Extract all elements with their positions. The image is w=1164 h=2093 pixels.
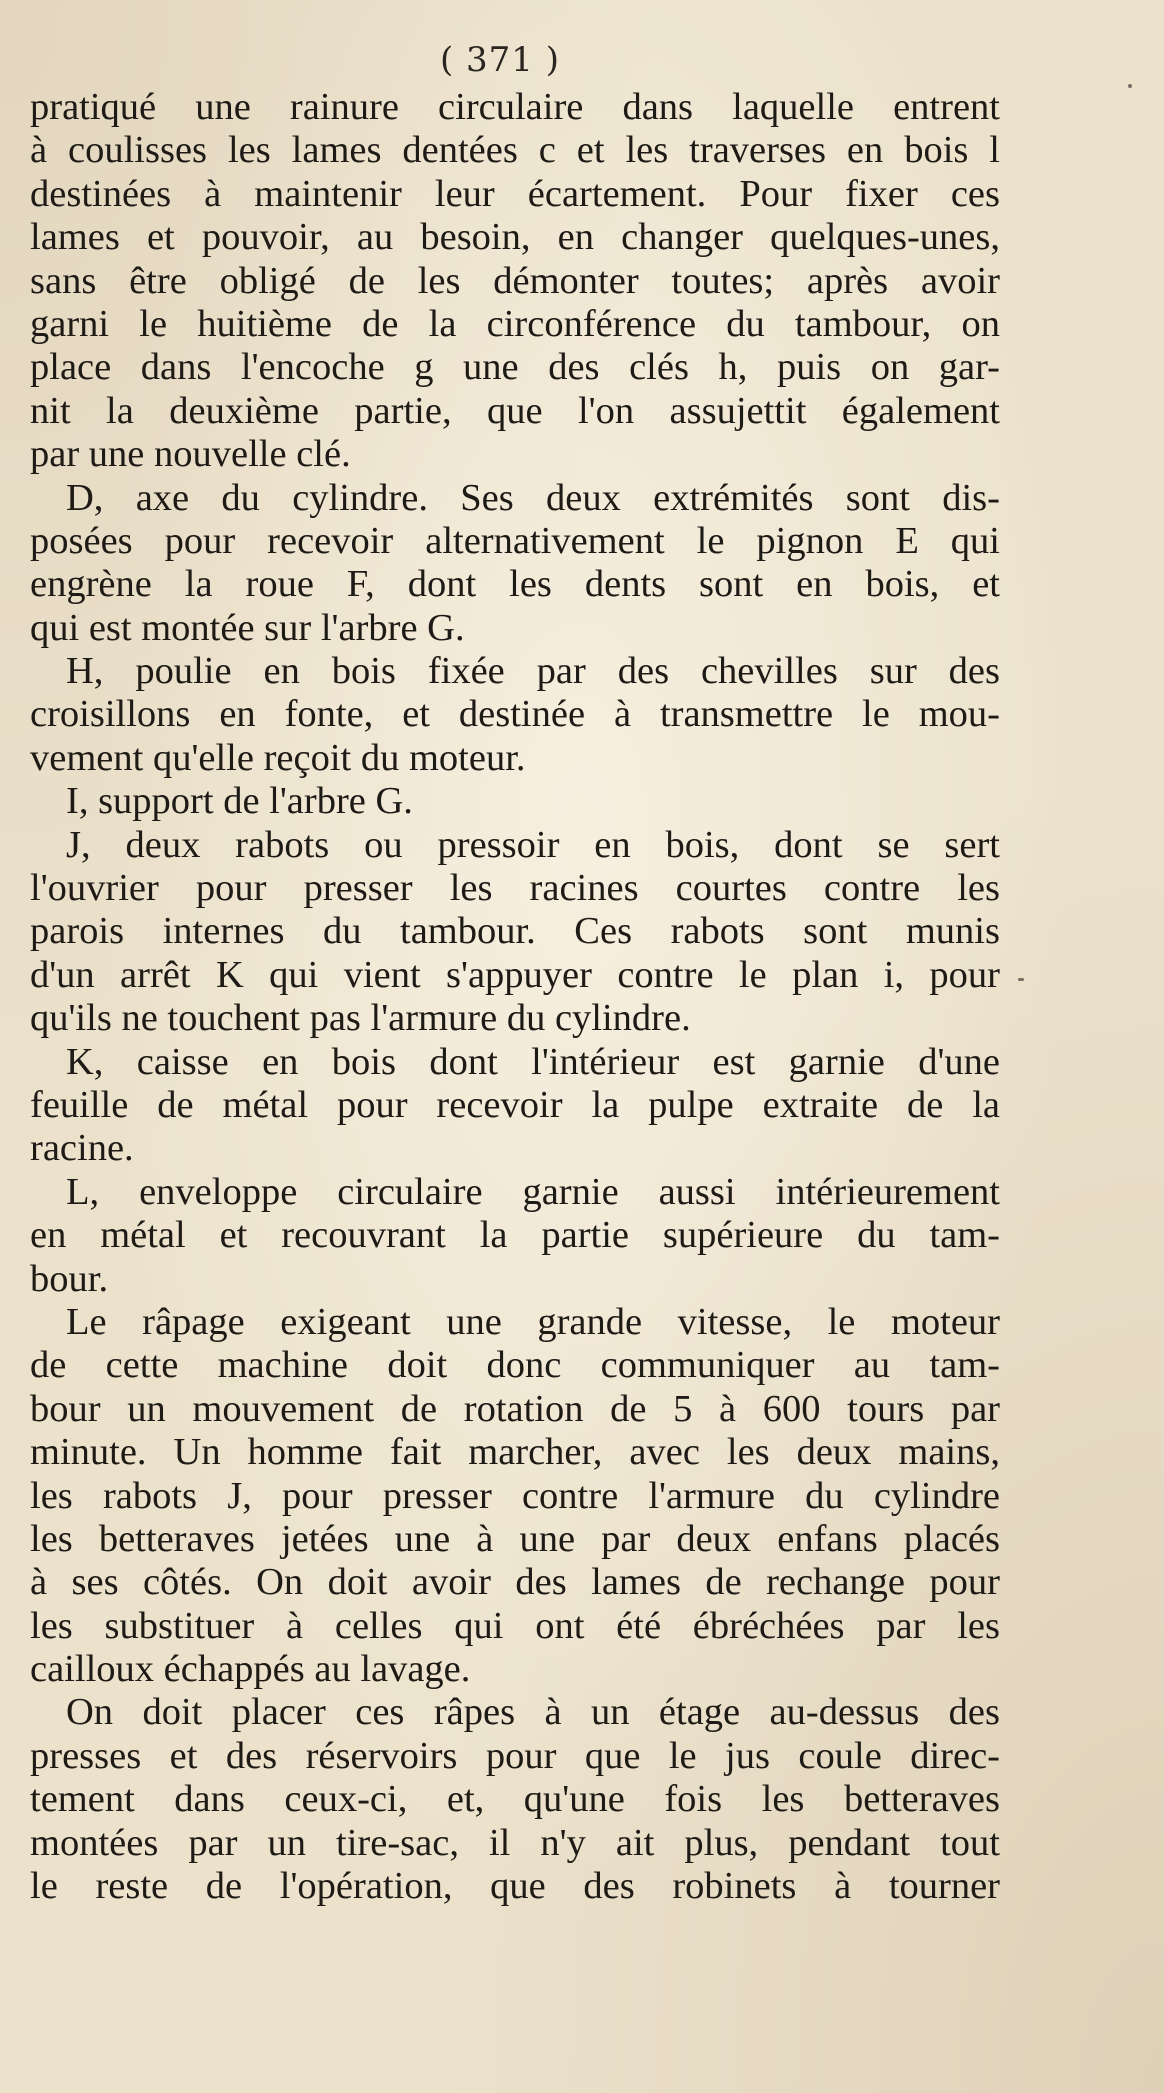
text-line: minute. Un homme fait marcher, avec les deux mains, bbox=[30, 1431, 1000, 1474]
text-line: lames et pouvoir, au besoin, en changer quelques-unes, bbox=[30, 216, 1000, 259]
text-line: d'un arrêt K qui vient s'appuyer contre le plan i, pour bbox=[30, 953, 1000, 996]
text-line: L, enveloppe circulaire garnie aussi intérieurement bbox=[66, 1170, 1000, 1213]
text-line: les substituer à celles qui ont été ébréchées par les bbox=[30, 1604, 1000, 1647]
text-line: D, axe du cylindre. Ses deux extrémités sont dis- bbox=[66, 476, 1000, 519]
text-line: Le râpage exigeant une grande vitesse, le moteur bbox=[66, 1300, 1000, 1343]
text-line: H, poulie en bois fixée par des chevilles sur des bbox=[66, 650, 1000, 693]
text-line: bour. bbox=[30, 1257, 109, 1300]
text-line: parois internes du tambour. Ces rabots sont munis bbox=[30, 910, 1000, 953]
text-line: à coulisses les lames dentées c et les traverses en bois l bbox=[30, 129, 1000, 172]
text-line: montées par un tire-sac, il n'y ait plus, pendant tout bbox=[30, 1821, 1000, 1864]
ink-speck bbox=[1128, 84, 1132, 88]
text-line: bour un mouvement de rotation de 5 à 600 tours par bbox=[30, 1387, 1000, 1430]
text-line: tement dans ceux-ci, et, qu'une fois les betteraves bbox=[30, 1778, 1000, 1821]
page-number: ( 371 ) bbox=[439, 40, 561, 80]
text-line: On doit placer ces râpes à un étage au-dessus des bbox=[66, 1691, 1000, 1734]
text-line: garni le huitième de la circonférence du tambour, on bbox=[30, 302, 1000, 345]
text-line: vement qu'elle reçoit du moteur. bbox=[30, 736, 526, 779]
text-line: K, caisse en bois dont l'intérieur est garnie d'une bbox=[66, 1040, 1000, 1083]
text-line: place dans l'encoche g une des clés h, puis on gar- bbox=[30, 346, 1000, 389]
body-text bbox=[30, 86, 1000, 1908]
text-line: nit la deuxième partie, que l'on assujettit également bbox=[30, 389, 1000, 432]
text-line: à ses côtés. On doit avoir des lames de rechange pour bbox=[30, 1561, 1000, 1604]
text-line: I, support de l'arbre G. bbox=[66, 780, 413, 823]
text-line: posées pour recevoir alternativement le pignon E qui bbox=[30, 519, 1000, 562]
ink-speck bbox=[1018, 978, 1024, 981]
text-line: par une nouvelle clé. bbox=[30, 433, 351, 476]
text-line: racine. bbox=[30, 1127, 134, 1170]
text-line: en métal et recouvrant la partie supérieure du tam- bbox=[30, 1214, 1000, 1257]
text-line: presses et des réservoirs pour que le jus coule direc- bbox=[30, 1734, 1000, 1777]
text-line: J, deux rabots ou pressoir en bois, dont se sert bbox=[66, 823, 1000, 866]
text-line: croisillons en fonte, et destinée à transmettre le mou- bbox=[30, 693, 1000, 736]
text-line: engrène la roue F, dont les dents sont en bois, et bbox=[30, 563, 1000, 606]
text-line: sans être obligé de les démonter toutes; après avoir bbox=[30, 259, 1000, 302]
text-line: feuille de métal pour recevoir la pulpe extraite de la bbox=[30, 1083, 1000, 1126]
text-line: destinées à maintenir leur écartement. Pour fixer ces bbox=[30, 172, 1000, 215]
text-line: qu'ils ne touchent pas l'armure du cylindre. bbox=[30, 997, 691, 1040]
text-line: les betteraves jetées une à une par deux enfans placés bbox=[30, 1517, 1000, 1560]
text-line: cailloux échappés au lavage. bbox=[30, 1648, 471, 1691]
text-line: qui est montée sur l'arbre G. bbox=[30, 606, 465, 649]
text-line: les rabots J, pour presser contre l'armure du cylindre bbox=[30, 1474, 1000, 1517]
text-line: pratiqué une rainure circulaire dans laquelle entrent bbox=[30, 86, 1000, 128]
text-line: de cette machine doit donc communiquer au tam- bbox=[30, 1344, 1000, 1387]
text-line: le reste de l'opération, que des robinets à tourner bbox=[30, 1865, 1000, 1908]
text-line: l'ouvrier pour presser les racines courtes contre les bbox=[30, 867, 1000, 910]
